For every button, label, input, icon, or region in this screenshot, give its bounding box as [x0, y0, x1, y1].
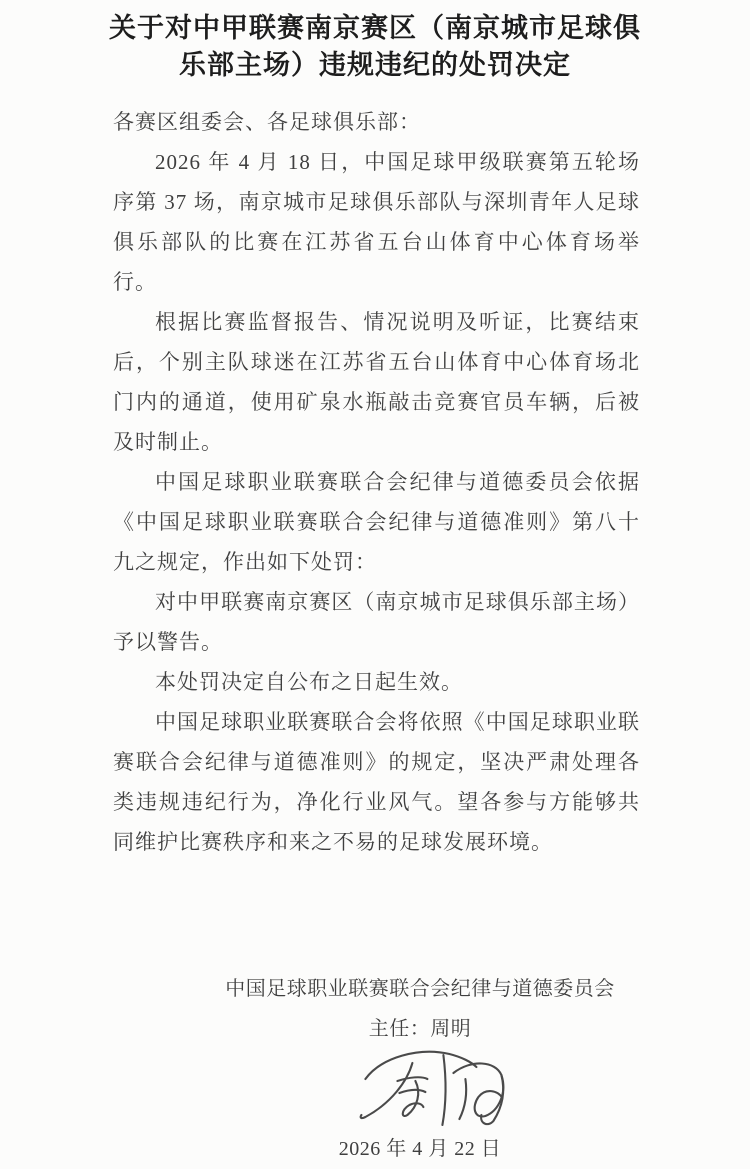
handwritten-signature	[90, 1045, 750, 1125]
salutation: 各赛区组委会、各足球俱乐部：	[113, 110, 421, 134]
paragraph-match-info: 2026 年 4 月 18 日，中国足球甲级联赛第五轮场序第 37 场，南京城市足球俱乐部队与深圳青年人足球俱乐部队的比赛在江苏省五台山体育中心体育场举行。	[113, 150, 640, 294]
issuing-organization: 中国足球职业联赛联合会纪律与道德委员会	[225, 978, 615, 1000]
signature-scrawl-icon	[355, 1045, 525, 1127]
signer-title: 主任：周明	[368, 1018, 472, 1040]
paragraph-statement: 中国足球职业联赛联合会将依照《中国足球职业联赛联合会纪律与道德准则》的规定，坚决严肃处理各类违规违纪行为，净化行业风气。望各参与方能够共同维护比赛秩序和来之不易的足球发展环境。	[113, 710, 640, 854]
document-date: 2026 年 4 月 22 日	[338, 1138, 502, 1160]
document-title: 关于对中甲联赛南京赛区（南京城市足球俱乐部主场）违规违纪的处罚决定	[109, 13, 641, 80]
document-body	[113, 102, 640, 862]
closing-block	[90, 969, 750, 1169]
paragraph-effective-date: 本处罚决定自公布之日起生效。	[155, 670, 463, 694]
paragraph-penalty: 对中甲联赛南京赛区（南京城市足球俱乐部主场）予以警告。	[113, 590, 640, 654]
paragraph-legal-basis: 中国足球职业联赛联合会纪律与道德委员会依据《中国足球职业联赛联合会纪律与道德准则》第八十九之规定，作出如下处罚：	[113, 470, 640, 574]
paragraph-incident: 根据比赛监督报告、情况说明及听证，比赛结束后，个别主队球迷在江苏省五台山体育中心体育场北门内的通道，使用矿泉水瓶敲击竞赛官员车辆，后被及时制止。	[113, 310, 640, 454]
document-page	[0, 10, 750, 1160]
